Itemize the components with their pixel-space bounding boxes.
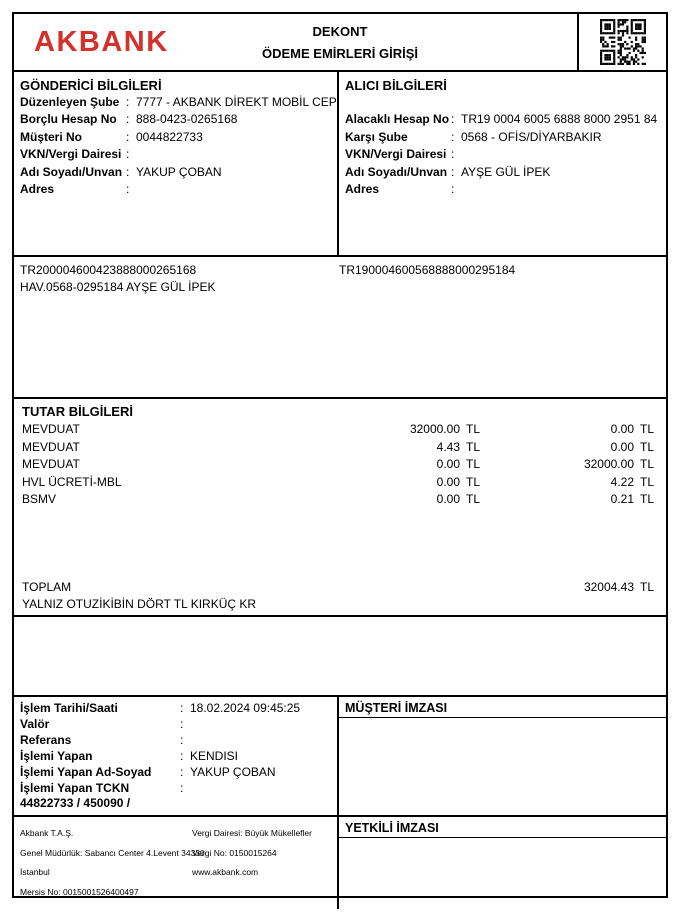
transaction-details — [14, 697, 339, 815]
total-block — [14, 579, 666, 613]
debit-amount: 32000.00 — [409, 422, 460, 436]
field-label: Borçlu Hesap No — [20, 112, 117, 127]
field-label: İşlemi Yapan TCKN — [20, 780, 130, 795]
total-amount: 32004.43 — [583, 580, 634, 594]
field-value — [136, 181, 331, 198]
bank-info-line: Akbank T.A.Ş. — [20, 828, 74, 839]
bank-info-line: Mersis No: 0015001526400497 — [20, 886, 139, 897]
sender-row — [20, 146, 331, 163]
currency-label: TL — [466, 457, 481, 472]
field-value — [190, 733, 331, 749]
debit-amount: 0.00 — [436, 492, 460, 507]
field-value — [190, 717, 331, 733]
separator: : — [180, 764, 184, 779]
receiver-row — [345, 111, 660, 128]
debit-amount: 0.00 — [436, 457, 460, 472]
receiver-row — [345, 146, 660, 163]
field-label: VKN/Vergi Dairesi — [20, 147, 122, 162]
amount-name: MEVDUAT — [22, 422, 80, 436]
receipt-document — [12, 12, 668, 898]
field-label: Adres — [345, 182, 380, 197]
field-label: Adı Soyadı/Unvan — [345, 164, 448, 179]
bank-info-line: İstanbul — [20, 867, 50, 878]
credit-amount: 0.21 — [610, 492, 634, 507]
field-label: İşlemi Yapan — [20, 748, 93, 763]
currency-label: TL — [466, 439, 481, 454]
bank-info-line: Vergi No: 0150015264 — [192, 847, 277, 858]
field-value: 888-0423-0265168 — [136, 112, 238, 127]
separator: : — [126, 182, 130, 197]
customer-signature-box — [339, 697, 666, 815]
separator: : — [126, 129, 130, 144]
footer-section — [14, 817, 666, 909]
field-value: TR19 0004 6005 6888 8000 2951 84 — [461, 112, 658, 127]
field-value: YAKUP ÇOBAN — [190, 764, 276, 779]
separator: : — [180, 748, 184, 763]
currency-label: TL — [640, 474, 655, 489]
document-title: DEKONT — [312, 23, 368, 39]
debit-amount: 0.00 — [436, 474, 460, 489]
amount-name: MEVDUAT — [22, 457, 80, 472]
credit-amount: 32000.00 — [583, 457, 634, 472]
receiver-row — [345, 164, 660, 181]
field-value — [190, 781, 331, 797]
amounts-section-title: TUTAR BİLGİLERİ — [22, 404, 133, 419]
amount-in-words: YALNIZ OTUZİKİBİN DÖRT TL KIRKÜÇ KR — [22, 597, 257, 611]
transaction-row — [20, 733, 331, 749]
field-value: YAKUP ÇOBAN — [136, 164, 222, 179]
amounts-section — [14, 399, 666, 617]
transaction-row — [20, 781, 331, 797]
sender-iban: TR200004600423888000265168 — [20, 263, 197, 277]
field-value — [461, 146, 660, 163]
field-label: İşlem Tarihi/Saati — [20, 701, 118, 715]
field-label: Valör — [20, 716, 50, 731]
empty-box — [14, 617, 666, 697]
credit-amount: 0.00 — [610, 439, 634, 454]
separator: : — [126, 164, 130, 179]
total-row — [14, 579, 666, 596]
reference-section — [14, 257, 666, 399]
field-label: İşlemi Yapan Ad-Soyad — [20, 764, 152, 779]
sender-row — [20, 111, 331, 128]
transaction-row — [20, 701, 331, 717]
currency-label: TL — [466, 422, 481, 436]
field-value — [136, 146, 331, 163]
field-value — [461, 181, 660, 198]
customer-signature-label: MÜŞTERİ İMZASI — [339, 697, 666, 718]
sender-section-title: GÖNDERİCİ BİLGİLERİ — [20, 78, 162, 93]
amount-row — [14, 474, 666, 492]
sender-reference — [14, 257, 339, 397]
receiver-reference — [339, 257, 666, 397]
amount-row — [14, 421, 666, 439]
field-label: Alacaklı Hesap No — [345, 112, 450, 127]
total-label: TOPLAM — [22, 580, 72, 594]
sender-row — [20, 94, 337, 111]
field-label: Karşı Şube — [345, 129, 408, 144]
bank-info-line: Vergi Dairesi: Büyük Mükellefler — [192, 828, 312, 839]
header — [14, 14, 666, 72]
field-label: Düzenleyen Şube — [20, 95, 120, 109]
official-signature-box — [339, 817, 666, 909]
parties-section — [14, 72, 666, 257]
sender-info — [14, 72, 339, 255]
separator: : — [180, 780, 184, 795]
separator: : — [451, 112, 455, 127]
receiver-row — [345, 129, 660, 146]
currency-label: TL — [466, 474, 481, 489]
transaction-row — [20, 765, 331, 781]
bank-legal-info — [14, 817, 339, 909]
currency-label: TL — [640, 580, 655, 594]
amount-row — [14, 439, 666, 457]
debit-amount: 4.43 — [436, 439, 460, 454]
separator: : — [180, 701, 184, 715]
qr-code-icon — [600, 19, 646, 65]
separator: : — [180, 716, 184, 731]
bank-info-column-right — [192, 824, 331, 902]
currency-label: TL — [640, 439, 655, 454]
field-label: VKN/Vergi Dairesi — [345, 147, 447, 162]
field-value: KENDISI — [190, 748, 239, 763]
separator: : — [451, 147, 455, 162]
sender-row — [20, 129, 331, 146]
amount-name: MEVDUAT — [22, 439, 80, 454]
qr-cell — [577, 14, 666, 70]
transaction-reference-line: 44822733 / 450090 / — [20, 796, 131, 811]
sender-description: HAV.0568-0295184 AYŞE GÜL İPEK — [20, 280, 216, 295]
field-value: 0568 - OFİS/DİYARBAKIR — [461, 129, 602, 144]
separator: : — [126, 112, 130, 127]
spacer — [345, 94, 660, 111]
bank-info-column-left — [20, 824, 205, 902]
field-value: 0044822733 — [136, 129, 203, 144]
sender-row — [20, 181, 331, 198]
akbank-logo: AKBANK — [34, 25, 169, 58]
field-value: AYŞE GÜL İPEK — [461, 164, 551, 179]
currency-label: TL — [640, 457, 655, 472]
document-subtitle: ÖDEME EMİRLERİ GİRİŞİ — [261, 45, 418, 61]
official-signature-label: YETKİLİ İMZASI — [339, 817, 666, 838]
currency-label: TL — [466, 492, 481, 507]
field-value: 7777 - AKBANK DİREKT MOBİL CEP — [136, 95, 337, 109]
amount-name: HVL ÜCRETİ-MBL — [22, 474, 122, 489]
field-value: 18.02.2024 09:45:25 — [190, 701, 301, 715]
separator: : — [126, 95, 130, 109]
amount-name: BSMV — [22, 492, 57, 507]
credit-amount: 4.22 — [610, 474, 634, 489]
receiver-row — [345, 181, 660, 198]
separator: : — [451, 182, 455, 197]
separator: : — [451, 164, 455, 179]
separator: : — [180, 732, 184, 747]
separator: : — [126, 147, 130, 162]
receiver-info — [339, 72, 666, 255]
field-label: Adı Soyadı/Unvan — [20, 164, 123, 179]
receiver-section-title: ALICI BİLGİLERİ — [345, 78, 447, 93]
transaction-row — [20, 717, 331, 733]
currency-label: TL — [640, 492, 655, 507]
sender-row — [20, 164, 331, 181]
amount-row — [14, 491, 666, 509]
amount-row — [14, 456, 666, 474]
field-label: Adres — [20, 182, 55, 197]
field-label: Referans — [20, 732, 72, 747]
receiver-iban: TR190004600568888000295184 — [339, 263, 516, 277]
credit-amount: 0.00 — [610, 422, 634, 436]
currency-label: TL — [640, 422, 655, 436]
separator: : — [451, 129, 455, 144]
transaction-section — [14, 697, 666, 817]
bank-info-line: Genel Müdürlük: Sabancı Center 4.Levent 34330 — [20, 847, 205, 858]
transaction-row — [20, 749, 331, 765]
field-label: Müşteri No — [20, 129, 83, 144]
bank-info-line: www.akbank.com — [192, 867, 259, 878]
